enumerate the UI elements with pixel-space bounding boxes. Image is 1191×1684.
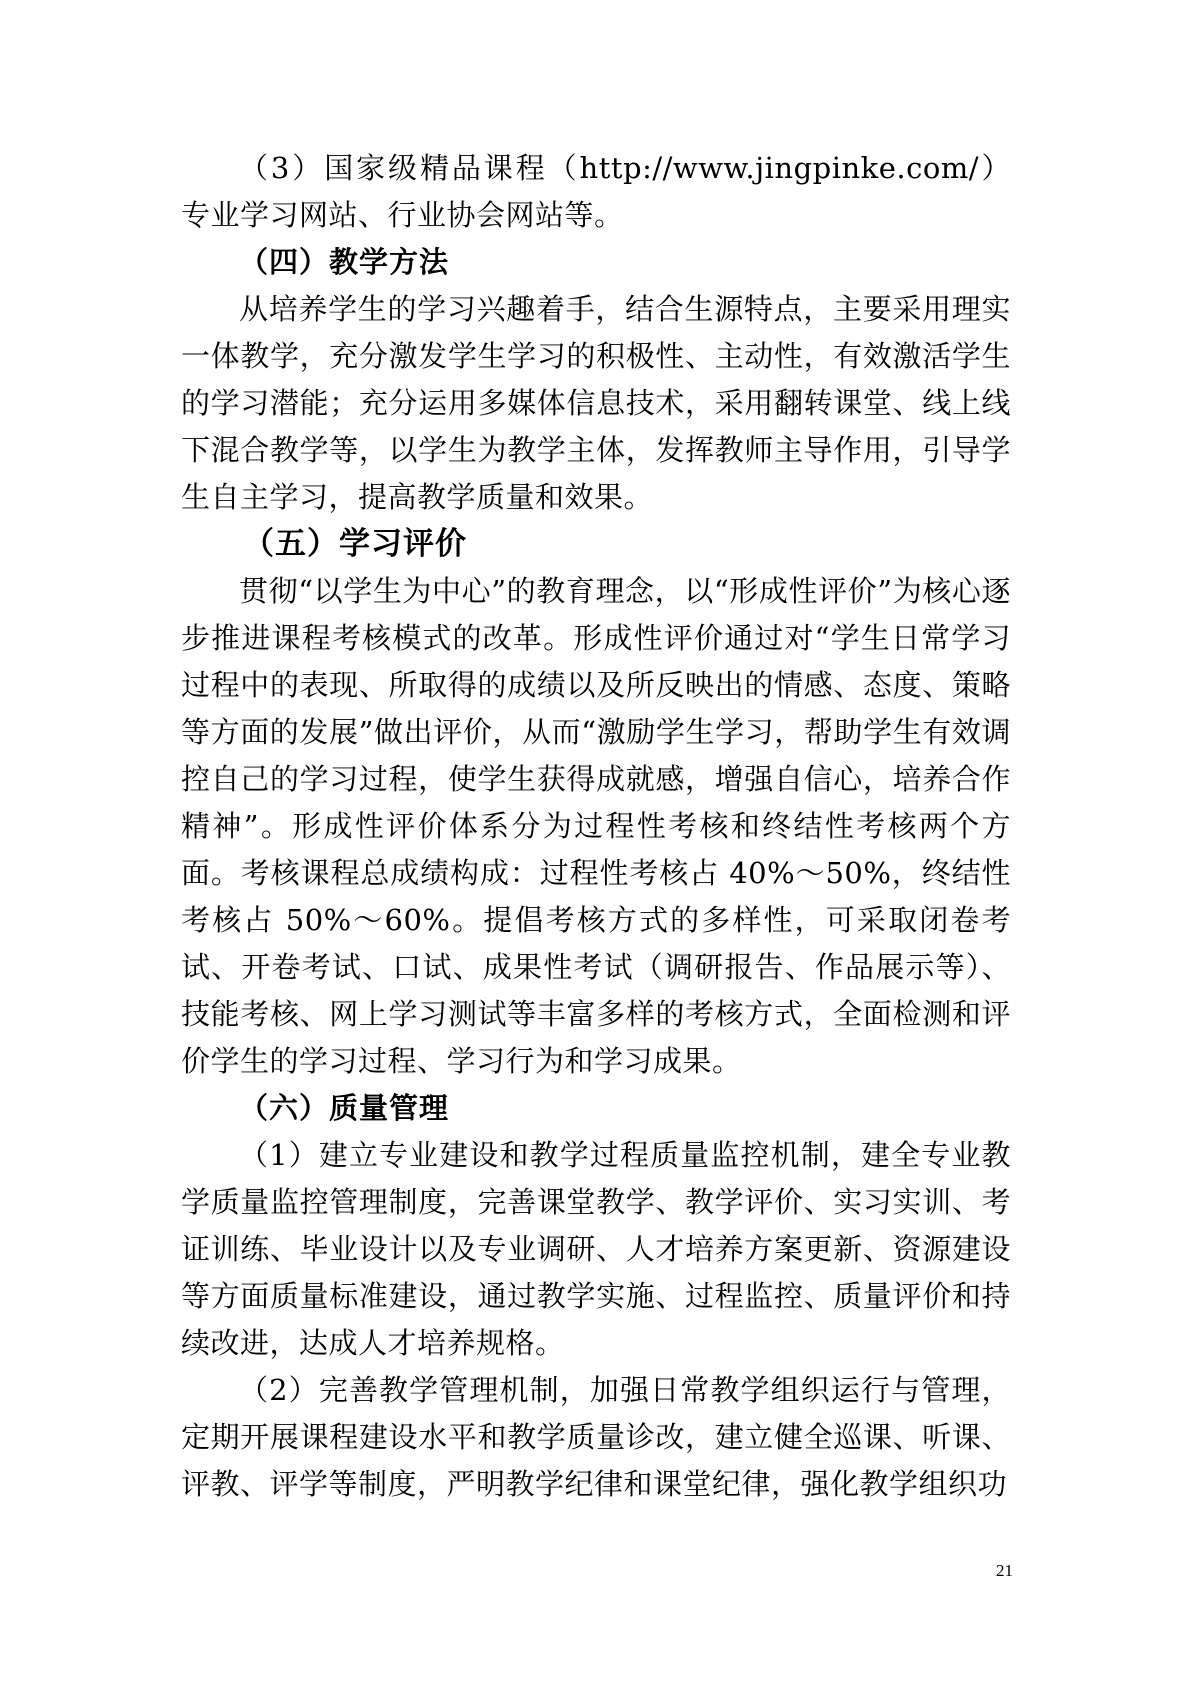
heading-teaching-methods: （四）教学方法 bbox=[239, 245, 450, 279]
document-page bbox=[181, 145, 1011, 1508]
paragraph-learning-evaluation: 贯彻“以学生为中心”的教育理念，以“形成性评价”为核心逐步推进课程考核模式的改革。形成性评价通过对“学生日常学习过程中的表现、所取得的成绩以及所反映出的情感、态度、策略等方面的发展”做出评价，从而“激励学生学习，帮助学生有效调控自己的学习过程，使学生获得成就感，增强自信心，培养合作精神”。形成性评价体系分为过程性考核和终结性考核两个方面。考核课程总成绩构成：过程性考核占 40%～50%，终结性考核占 50%～60%。提倡考核方式的多样性，可采取闭卷考试、开卷考试、口试、成果性考试（调研报告、作品展示等）、技能考核、网上学习测试等丰富多样的考核方式，全面检测和评价学生的学习过程、学习行为和学习成果。 bbox=[181, 574, 1011, 1078]
paragraph-resources-3: （3）国家级精品课程（http://www.jingpinke.com/）专业学习网站、行业协会网站等。 bbox=[181, 151, 1011, 232]
paragraph-quality-management-2: （2）完善教学管理机制，加强日常教学组织运行与管理，定期开展课程建设水平和教学质量诊改，建立健全巡课、听课、评教、评学等制度，严明教学纪律和课堂纪律，强化教学组织功 bbox=[181, 1373, 1011, 1501]
paragraph-teaching-methods: 从培养学生的学习兴趣着手，结合生源特点，主要采用理实一体教学，充分激发学生学习的积极性、主动性，有效激活学生的学习潜能；充分运用多媒体信息技术，采用翻转课堂、线上线下混合教学等，以学生为教学主体，发挥教师主导作用，引导学生自主学习，提高教学质量和效果。 bbox=[181, 292, 1011, 514]
paragraph-quality-management-1: （1）建立专业建设和教学过程质量监控机制，建全专业教学质量监控管理制度，完善课堂教学、教学评价、实习实训、考证训练、毕业设计以及专业调研、人才培养方案更新、资源建设等方面质量标准建设，通过教学实施、过程监控、质量评价和持续改进，达成人才培养规格。 bbox=[181, 1138, 1011, 1360]
heading-quality-management: （六）质量管理 bbox=[239, 1091, 450, 1125]
page-number: 21 bbox=[996, 1561, 1013, 1580]
heading-learning-evaluation: （五）学习评价 bbox=[243, 526, 467, 562]
